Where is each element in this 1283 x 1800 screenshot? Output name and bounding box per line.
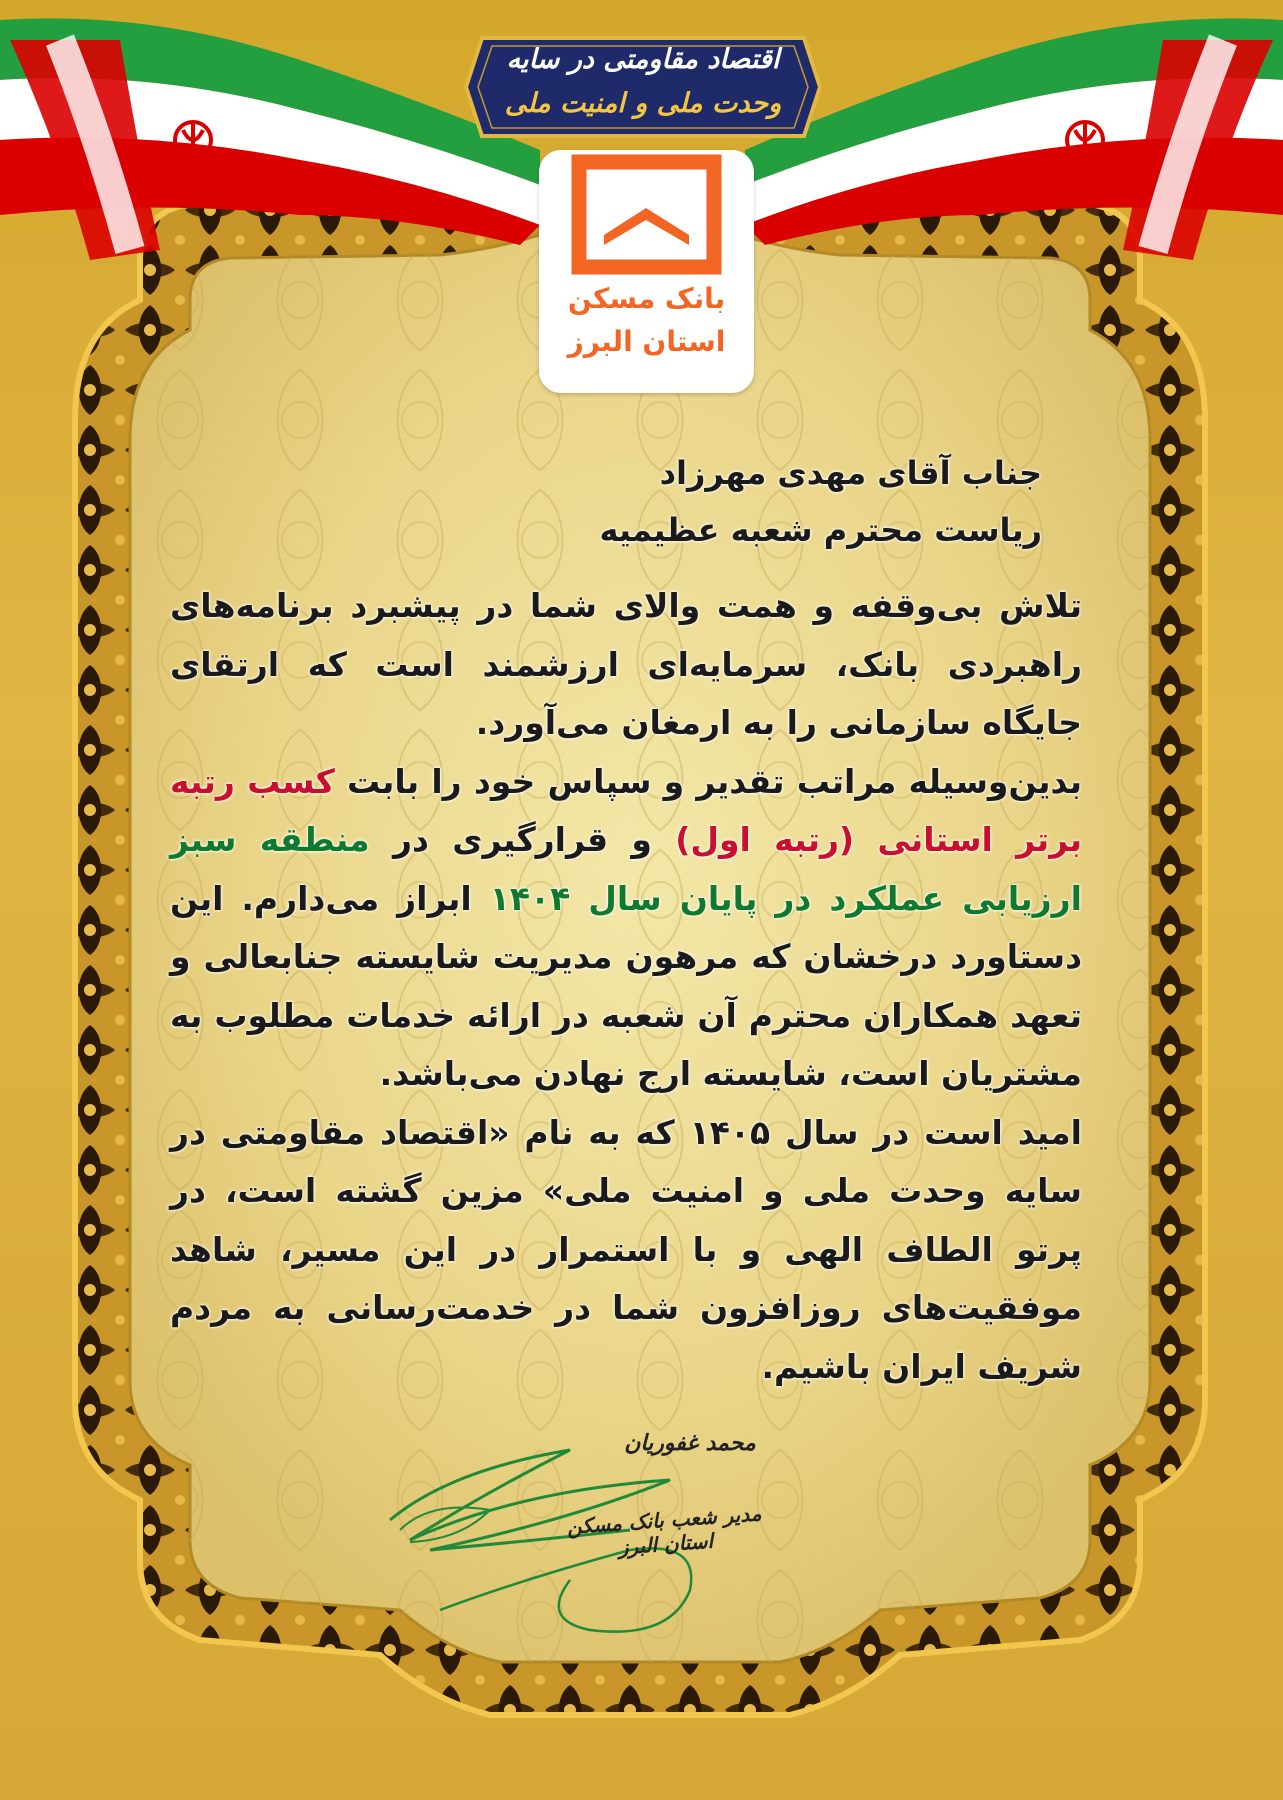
paragraph-3: امید است در سال ۱۴۰۵ که به نام «اقتصاد مقاومتی در سایه وحدت ملی و امنیت ملی» مزین گشته است، در پرتو الطاف الهی و با استمرار در این مسیر، شاهد موفقیت‌های روزافزون شما در خدمت‌رسانی به مردم شریف ایران باشیم. [170,1112,1082,1386]
paragraph-2 [170,753,1082,1104]
addressee-block [170,445,1082,559]
addressee-name: جناب آقای مهدی مهرزاد [659,454,1042,492]
paragraph-2-end: ابراز می‌دارم. این دستاورد درخشان که مرهون مدیریت شایسته جنابعالی و تعهد همکاران محترم آن شعبه در ارائه خدمات مطلوب به مشتریان است، شایسته ارج نهادن می‌باشد. [170,878,1082,1093]
slogan-line-2: وحدت ملی و امنیت ملی [504,88,782,119]
addressee-position: ریاست محترم شعبه عظیمیه [599,511,1042,549]
highlight-green-zone: منطقه سبز ارزیابی عملکرد در پایان سال ۱۴۰۴ [170,820,1082,918]
paragraph-2-mid: و قرارگیری در [369,820,676,859]
highlight-rank: کسب رتبه برتر استانی (رتبه اول) [170,761,1082,859]
paragraph-2-intro: بدین‌وسیله مراتب تقدیر و سپاس خود را بابت [334,761,1082,801]
bank-maskan-logo-icon [539,150,754,280]
bank-region: استان البرز [567,325,726,358]
bank-name: بانک مسکن [567,282,726,315]
paragraph-1: تلاش بی‌وقفه و همت والای شما در پیشبرد برنامه‌های راهبردی بانک، سرمایه‌ای ارزشمند است که ارتقای جایگاه سازمانی را به ارمغان می‌آورد. [170,586,1082,742]
signer-name: محمد غفوریان [624,1430,756,1456]
bank-logo-card [539,150,754,393]
slogan-line-1: اقتصاد مقاومتی در سایه [506,44,780,75]
signer-title: مدیر شعب بانک مسکن استان البرز [566,1501,763,1560]
letter-body [170,445,1082,1396]
